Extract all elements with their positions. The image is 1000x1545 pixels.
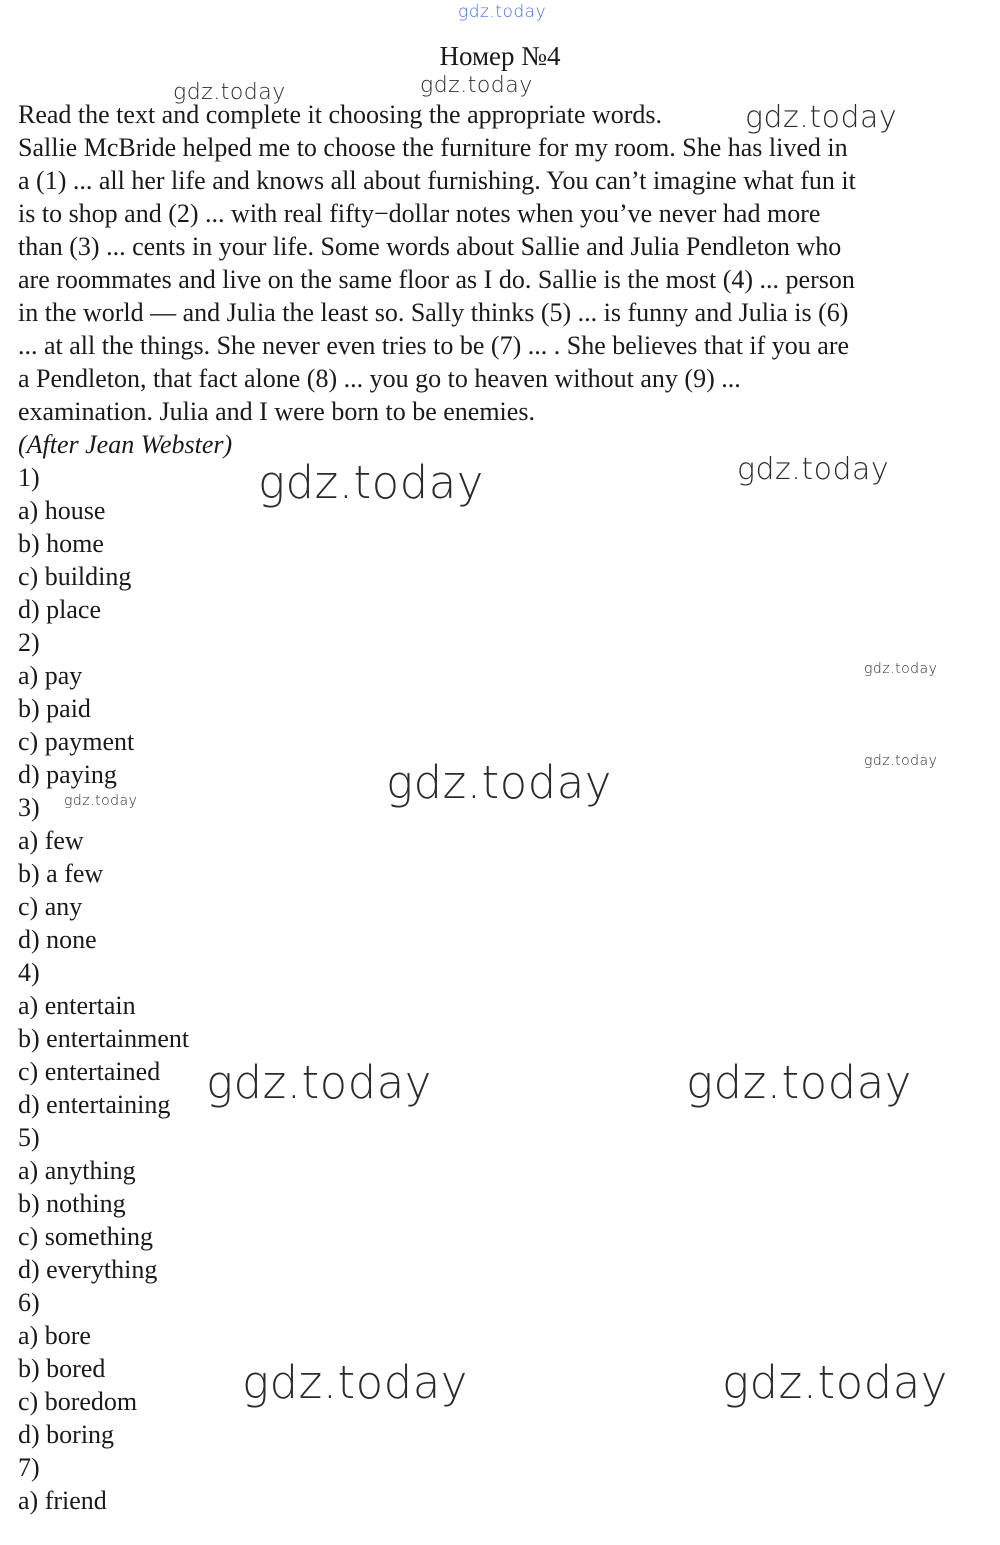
- page-title: Номер №4: [439, 41, 561, 71]
- answer-option: a) house: [18, 496, 106, 525]
- question-number: 7): [18, 1453, 40, 1482]
- answer-option: a) anything: [18, 1156, 136, 1185]
- question-7: [18, 1451, 983, 1517]
- answer-option: c) building: [18, 562, 132, 591]
- answer-option: a) entertain: [18, 991, 136, 1020]
- answer-option: d) none: [18, 925, 97, 954]
- answer-option: a) few: [18, 826, 84, 855]
- answer-option: b) a few: [18, 859, 104, 888]
- answer-option: c) payment: [18, 727, 135, 756]
- text-line: is to shop and (2) ... with real fifty−dollar notes when you’ve never had more: [18, 199, 821, 228]
- question-number: 4): [18, 958, 40, 987]
- text-line: a (1) ... all her life and knows all about furnishing. You can’t imagine what fun it: [18, 166, 856, 195]
- watermark: gdz.today: [242, 1356, 468, 1409]
- answer-option: b) entertainment: [18, 1024, 190, 1053]
- text-line: Sallie McBride helped me to choose the furniture for my room. She has lived in: [18, 133, 848, 162]
- question-number: 2): [18, 628, 40, 657]
- watermark: gdz.today: [258, 456, 484, 509]
- watermark: gdz.today: [420, 73, 533, 98]
- question-number: 5): [18, 1123, 40, 1152]
- answer-option: c) boredom: [18, 1387, 138, 1416]
- watermark: gdz.today: [64, 793, 138, 809]
- watermark: gdz.today: [458, 2, 547, 22]
- answer-option: c) something: [18, 1222, 154, 1251]
- watermark: gdz.today: [864, 753, 938, 769]
- watermark: gdz.today: [173, 80, 286, 105]
- answer-option: a) bore: [18, 1321, 91, 1350]
- text-line: ... at all the things. She never even tries to be (7) ... . She believes that if you are: [18, 331, 850, 360]
- watermark: gdz.today: [686, 1056, 912, 1109]
- text-line: examination. Julia and I were born to be enemies.: [18, 397, 535, 426]
- answer-option: d) boring: [18, 1420, 115, 1449]
- text-line: a Pendleton, that fact alone (8) ... you go to heaven without any (9) ...: [18, 364, 741, 393]
- watermark: gdz.today: [722, 1356, 948, 1409]
- answer-option: b) nothing: [18, 1189, 126, 1218]
- answer-option: d) entertaining: [18, 1090, 171, 1119]
- answer-option: a) pay: [18, 661, 83, 690]
- watermark: gdz.today: [745, 100, 898, 135]
- answer-option: b) paid: [18, 694, 91, 723]
- text-line: than (3) ... cents in your life. Some words about Sallie and Julia Pendleton who: [18, 232, 842, 261]
- watermark: gdz.today: [864, 661, 938, 677]
- question-number: 6): [18, 1288, 40, 1317]
- question-3: [18, 791, 983, 956]
- answer-option: b) home: [18, 529, 104, 558]
- question-number: 1): [18, 463, 40, 492]
- text-line: Read the text and complete it choosing the appropriate words.: [18, 100, 663, 129]
- answer-option: d) paying: [18, 760, 117, 789]
- text-line: are roommates and live on the same floor as I do. Sallie is the most (4) ... person: [18, 265, 855, 294]
- exercise-text: [18, 98, 983, 428]
- answer-option: b) bored: [18, 1354, 106, 1383]
- attribution: (After Jean Webster): [18, 430, 233, 459]
- watermark: gdz.today: [206, 1056, 432, 1109]
- answer-option: a) friend: [18, 1486, 107, 1515]
- answer-option: d) place: [18, 595, 102, 624]
- answer-option: d) everything: [18, 1255, 158, 1284]
- text-line: in the world — and Julia the least so. Sally thinks (5) ... is funny and Julia is (6): [18, 298, 849, 327]
- question-5: [18, 1121, 983, 1286]
- watermark: gdz.today: [737, 452, 890, 487]
- question-number: 3): [18, 793, 40, 822]
- answer-option: c) entertained: [18, 1057, 161, 1086]
- answer-option: c) any: [18, 892, 83, 921]
- watermark: gdz.today: [386, 756, 612, 809]
